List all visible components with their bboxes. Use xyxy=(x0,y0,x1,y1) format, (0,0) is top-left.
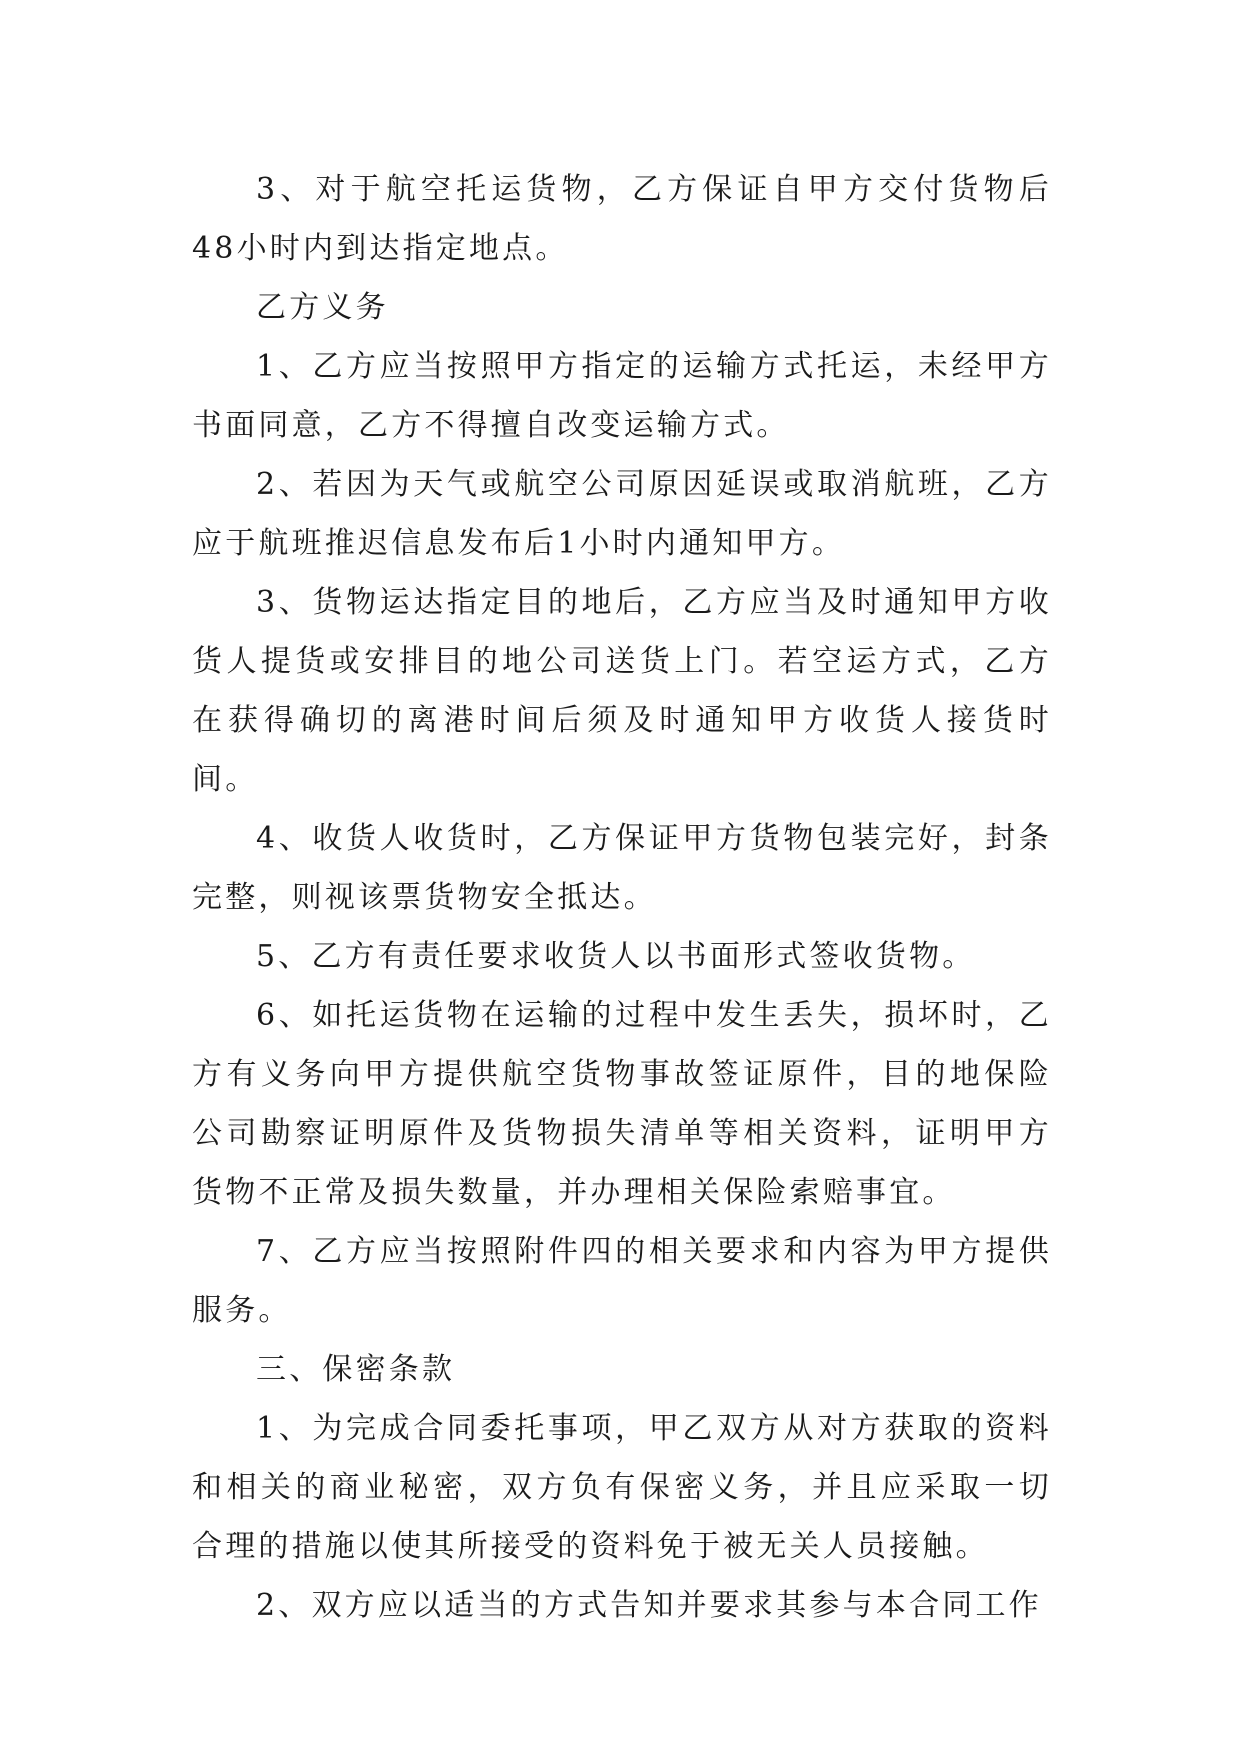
document-body xyxy=(192,160,1052,1635)
paragraph-confidentiality-2: 2、双方应以适当的方式告知并要求其参与本合同工作 xyxy=(256,1588,1042,1623)
paragraph-obligation-1: 1、乙方应当按照甲方指定的运输方式托运，未经甲方书面同意，乙方不得擅自改变运输方式。 xyxy=(192,349,1052,443)
paragraph-obligation-5: 5、乙方有责任要求收货人以书面形式签收货物。 xyxy=(256,939,976,974)
section-heading-party-b-obligations: 乙方义务 xyxy=(256,290,389,325)
section-heading-confidentiality: 三、保密条款 xyxy=(256,1352,456,1387)
paragraph-obligation-4: 4、收货人收货时，乙方保证甲方货物包装完好，封条完整，则视该票货物安全抵达。 xyxy=(192,821,1052,915)
paragraph-obligation-3: 3、货物运达指定目的地后，乙方应当及时通知甲方收货人提货或安排目的地公司送货上门。若空运方式，乙方在获得确切的离港时间后须及时通知甲方收货人接货时间。 xyxy=(192,585,1052,797)
paragraph-obligation-7: 7、乙方应当按照附件四的相关要求和内容为甲方提供服务。 xyxy=(192,1234,1052,1328)
paragraph-obligation-2: 2、若因为天气或航空公司原因延误或取消航班，乙方应于航班推迟信息发布后1小时内通知甲方。 xyxy=(192,467,1052,561)
paragraph-air-delivery-clause: 3、对于航空托运货物，乙方保证自甲方交付货物后48小时内到达指定地点。 xyxy=(192,172,1052,266)
paragraph-obligation-6: 6、如托运货物在运输的过程中发生丢失，损坏时，乙方有义务向甲方提供航空货物事故签证原件，目的地保险公司勘察证明原件及货物损失清单等相关资料，证明甲方货物不正常及损失数量，并办理相关保险索赔事宜。 xyxy=(192,998,1052,1210)
paragraph-confidentiality-1: 1、为完成合同委托事项，甲乙双方从对方获取的资料和相关的商业秘密，双方负有保密义务，并且应采取一切合理的措施以使其所接受的资料免于被无关人员接触。 xyxy=(192,1411,1052,1564)
